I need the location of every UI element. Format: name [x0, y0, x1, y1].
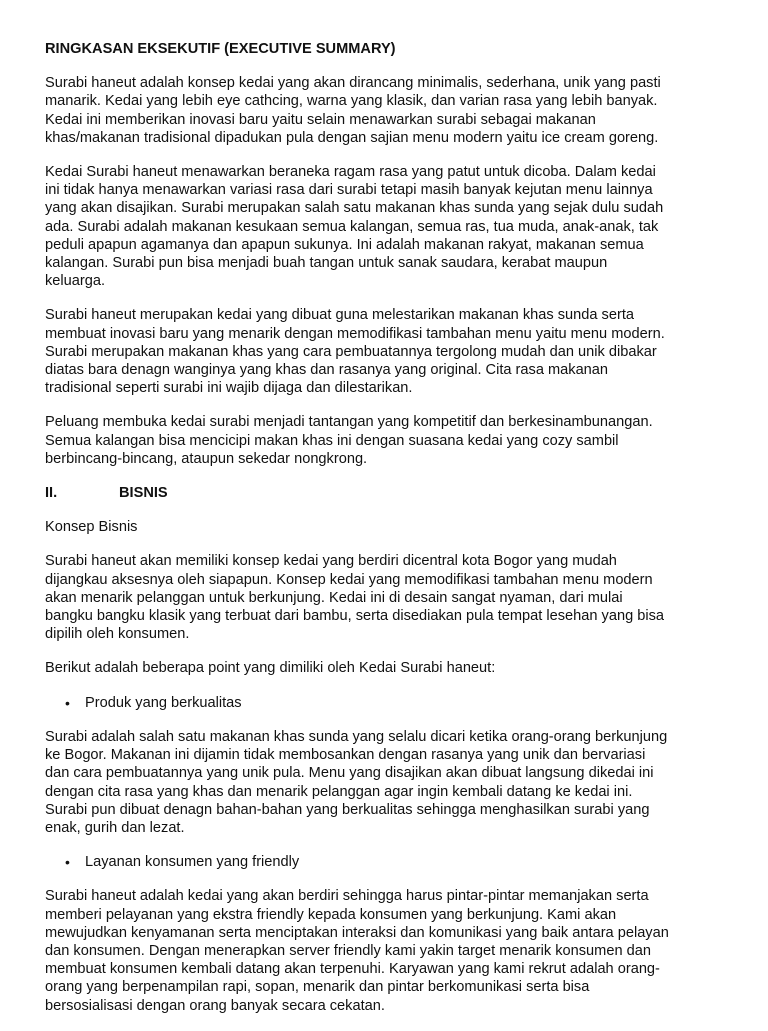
text-line: manarik. Kedai yang lebih eye cathcing, warna yang klasik, dan varian rasa yang lebih banyak.	[45, 93, 658, 110]
text-line: Surabi haneut adalah kedai yang akan berdiri sehingga harus pintar-pintar memanjakan serta	[45, 888, 649, 905]
text-line: Surabi adalah salah satu makanan khas sunda yang selalu dicari ketika orang-orang berkunjung	[45, 728, 668, 745]
text-line: enak, gurih dan lezat.	[45, 819, 185, 836]
section-heading	[45, 484, 725, 502]
text-line: dengan cita rasa yang khas dan menarik pelanggan agar ingin kembali datang ke kedai ini.	[45, 783, 633, 800]
summary-paragraph-3	[45, 306, 725, 397]
text-line: dipilih oleh konsumen.	[45, 626, 190, 643]
text-line: ada. Surabi adalah makanan kesukaan semua kalangan, semua ras, tua muda, anak-anak, tak	[45, 218, 659, 235]
text-line: diatas bara denagn wanginya yang khas dan rasanya yang original. Cita rasa makanan	[45, 362, 609, 379]
summary-paragraph-2	[45, 163, 725, 290]
text-line: membuat inovasi baru yang menarik dengan memodifikasi tambahan menu yaitu menu modern.	[45, 325, 665, 342]
text-line: kalangan. Surabi pun bisa menjadi buah tangan untuk sanak saudara, kerabat maupun	[45, 255, 608, 272]
text-line: berbincang-bincang, ataupun sekedar nongkrong.	[45, 450, 368, 467]
summary-paragraph-4	[45, 413, 725, 468]
section-title: BISNIS	[119, 485, 168, 502]
bullet-label: Layanan konsumen yang friendly	[85, 854, 300, 871]
text-line: ke Bogor. Makanan ini dijamin tidak membosankan dengan rasanya yang unik dan bervariasi	[45, 747, 646, 764]
text-line: peduli apapun agamanya dan apapun sukunya. Ini adalah makanan rakyat, makanan semua	[45, 236, 644, 253]
text-line: tradisional seperti surabi ini wajib dijaga dan dilestarikan.	[45, 380, 413, 397]
point-paragraph-2	[45, 887, 725, 1014]
text-line: mewujudkan kenyamanan serta menciptakan interaksi dan komunikasi yang baik antara pelayan	[45, 924, 669, 941]
document-title: RINGKASAN EKSEKUTIF (EXECUTIVE SUMMARY)	[45, 41, 396, 57]
text-line: orang yang berpenampilan rapi, sopan, menarik dan pintar berkomunikasi serta bisa	[45, 979, 590, 996]
text-line: Surabi merupakan makanan khas yang cara pembuatannya tergolong mudah dan unik dibakar	[45, 343, 657, 360]
text-line: Surabi haneut adalah konsep kedai yang akan dirancang minimalis, sederhana, unik yang pasti	[45, 75, 661, 92]
text-line: dan konsumen. Dengan menerapkan server friendly kami yakin target menarik konsumen dan	[45, 942, 651, 959]
text-line: Kedai Surabi haneut menawarkan beraneka ragam rasa yang patut untuk dicoba. Dalam kedai	[45, 164, 656, 181]
text-line: keluarga.	[45, 273, 106, 290]
text-line: yang akan disajikan. Surabi merupakan salah satu makanan khas sunda yang sejak dulu sudah	[45, 200, 664, 217]
document-page	[45, 40, 725, 1031]
bullet-label: Produk yang berkualitas	[85, 694, 242, 711]
text-line: Surabi haneut merupakan kedai yang dibuat guna melestarikan makanan khas sunda serta	[45, 307, 634, 324]
text-line: membuat konsumen kembali datang akan terpenuhi. Karyawan yang kami rekrut adalah orang-	[45, 961, 660, 978]
subheading: Konsep Bisnis	[45, 519, 138, 536]
text-line: ini tidak hanya menawarkan variasi rasa dari surabi tetapi masih banyak kejutan menu lainnya	[45, 182, 653, 199]
text-line: khas/makanan tradisional dipadukan pula dengan sajian menu modern yaitu ice cream goreng.	[45, 129, 659, 146]
bullet-icon: •	[65, 694, 70, 711]
point-paragraph-1	[45, 728, 725, 837]
text-line: bangku bangku klasik yang terbuat dari bambu, serta disediakan pula tempat lesehan yang bisa	[45, 608, 665, 625]
text-line: bersosialisasi dengan orang banyak secara cekatan.	[45, 997, 385, 1014]
text-line: dijangkau aksesnya oleh siapapun. Konsep kedai yang memodifikasi tambahan menu modern	[45, 571, 653, 588]
text-line: akan menarik pelanggan untuk berkunjung. Kedai ini di desain sangat nyaman, dari mulai	[45, 589, 623, 606]
text-line: memberi pelayanan yang ekstra friendly kepada konsumen yang berkunjung. Kami akan	[45, 906, 617, 923]
text-line: dan cara pembuatannya yang unik pula. Menu yang disajikan akan dibuat langsung dikedai ini	[45, 765, 654, 782]
section-number: II.	[45, 485, 58, 502]
bullet-item	[45, 853, 725, 871]
points-intro: Berikut adalah beberapa point yang dimiliki oleh Kedai Surabi haneut:	[45, 660, 496, 677]
summary-paragraph-1	[45, 74, 725, 147]
text-line: Peluang membuka kedai surabi menjadi tantangan yang kompetitif dan berkesinambunangan.	[45, 414, 653, 431]
bullet-icon: •	[65, 854, 70, 871]
text-line: Surabi haneut akan memiliki konsep kedai yang berdiri dicentral kota Bogor yang mudah	[45, 553, 617, 570]
text-line: Kedai ini memberikan inovasi baru yaitu selain menawarkan surabi sebagai makanan	[45, 111, 596, 128]
concept-paragraph	[45, 552, 725, 643]
text-line: Surabi pun dibuat denagn bahan-bahan yang berkualitas sehingga menghasilkan surabi yang	[45, 801, 650, 818]
bullet-item	[45, 694, 725, 712]
text-line: Semua kalangan bisa mencicipi makan khas ini dengan suasana kedai yang cozy sambil	[45, 432, 619, 449]
